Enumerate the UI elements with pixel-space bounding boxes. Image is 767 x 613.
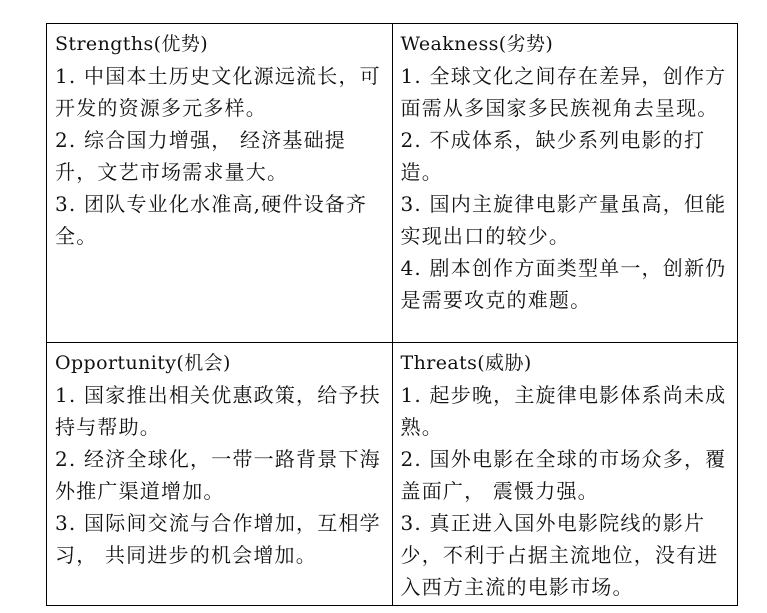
opportunity-item-3: 3. 国际间交流与合作增加，互相学习， 共同进步的机会增加。 — [55, 511, 381, 567]
table-row — [47, 24, 738, 343]
table-row — [47, 343, 738, 606]
strengths-item-3: 3. 团队专业化水准高,硬件设备齐全。 — [55, 192, 368, 248]
opportunity-item-1: 1. 国家推出相关优惠政策，给予扶持与帮助。 — [55, 383, 381, 439]
strengths-item-2: 2. 综合国力增强， 经济基础提升，文艺市场需求量大。 — [55, 128, 346, 184]
strengths-cell — [47, 24, 393, 343]
threats-item-1: 1. 起步晚，主旋律电影体系尚未成熟。 — [400, 383, 727, 439]
threats-item-2: 2. 国外电影在全球的市场众多，覆盖面广， 震慑力强。 — [400, 447, 727, 503]
opportunity-item-2: 2. 经济全球化，一带一路背景下海外推广渠道增加。 — [55, 447, 381, 503]
opportunity-cell — [47, 343, 393, 606]
opportunity-heading: Opportunity(机会) — [55, 352, 231, 374]
strengths-heading: Strengths(优势) — [55, 33, 209, 55]
weakness-item-1: 1. 全球文化之间存在差异，创作方面需从多国家多民族视角去呈现。 — [400, 64, 727, 120]
weakness-heading: Weakness(劣势) — [400, 33, 554, 55]
threats-cell — [392, 343, 738, 606]
strengths-item-1: 1. 中国本土历史文化源远流长，可开发的资源多元多样。 — [55, 64, 381, 120]
weakness-item-4: 4. 剧本创作方面类型单一，创新仍是需要攻克的难题。 — [400, 256, 727, 312]
weakness-item-2: 2. 不成体系，缺少系列电影的打造。 — [400, 128, 706, 184]
weakness-item-3: 3. 国内主旋律电影产量虽高，但能实现出口的较少。 — [400, 192, 727, 248]
threats-heading: Threats(威胁) — [400, 352, 532, 374]
threats-item-3: 3. 真正进入国外电影院线的影片少，不利于占据主流地位，没有进入西方主流的电影市场。 — [400, 511, 719, 599]
weakness-cell — [392, 24, 738, 343]
swot-table — [46, 23, 738, 606]
